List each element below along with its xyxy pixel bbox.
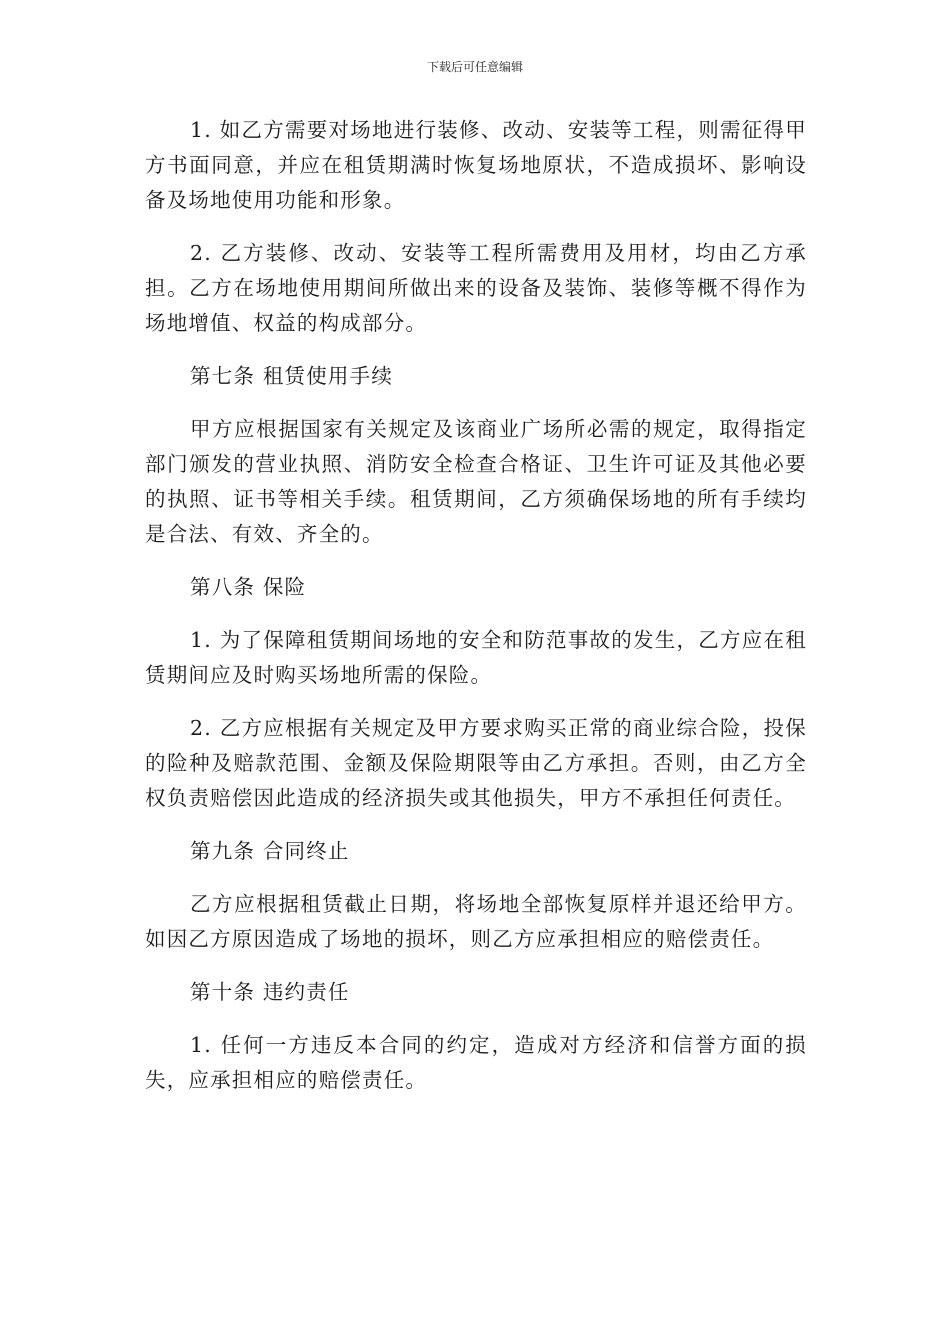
document-body	[145, 113, 807, 1116]
article-heading: 第八条 保险	[190, 575, 307, 599]
clause-paragraph: 1. 为了保障租赁期间场地的安全和防范事故的发生，乙方应在租赁期间应及时购买场地所需的保险。	[145, 628, 807, 687]
clause-paragraph: 甲方应根据国家有关规定及该商业广场所必需的规定，取得指定部门颁发的营业执照、消防安全检查合格证、卫生许可证及其他必要的执照、证书等相关手续。租赁期间，乙方须确保场地的所有手续均是合法、有效、齐全的。	[145, 417, 807, 546]
article-heading: 第七条 租赁使用手续	[190, 364, 394, 388]
clause-paragraph: 乙方应根据租赁截止日期，将场地全部恢复原样并退还给甲方。如因乙方原因造成了场地的损坏，则乙方应承担相应的赔偿责任。	[145, 892, 807, 951]
clause-paragraph: 1. 如乙方需要对场地进行装修、改动、安装等工程，则需征得甲方书面同意，并应在租赁期满时恢复场地原状，不造成损坏、影响设备及场地使用功能和形象。	[145, 118, 807, 212]
clause-paragraph: 1. 任何一方违反本合同的约定，造成对方经济和信誉方面的损失，应承担相应的赔偿责任。	[145, 1033, 807, 1092]
article-heading: 第十条 违约责任	[190, 980, 350, 1004]
page-header: 下载后可任意编辑	[426, 60, 523, 74]
clause-paragraph: 2. 乙方装修、改动、安装等工程所需费用及用材，均由乙方承担。乙方在场地使用期间所做出来的设备及装饰、装修等概不得作为场地增值、权益的构成部分。	[145, 241, 807, 335]
clause-paragraph: 2. 乙方应根据有关规定及甲方要求购买正常的商业综合险，投保的险种及赔款范围、金额及保险期限等由乙方承担。否则，由乙方全权负责赔偿因此造成的经济损失或其他损失，甲方不承担任何责任。	[145, 716, 807, 810]
article-heading: 第九条 合同终止	[190, 839, 350, 863]
